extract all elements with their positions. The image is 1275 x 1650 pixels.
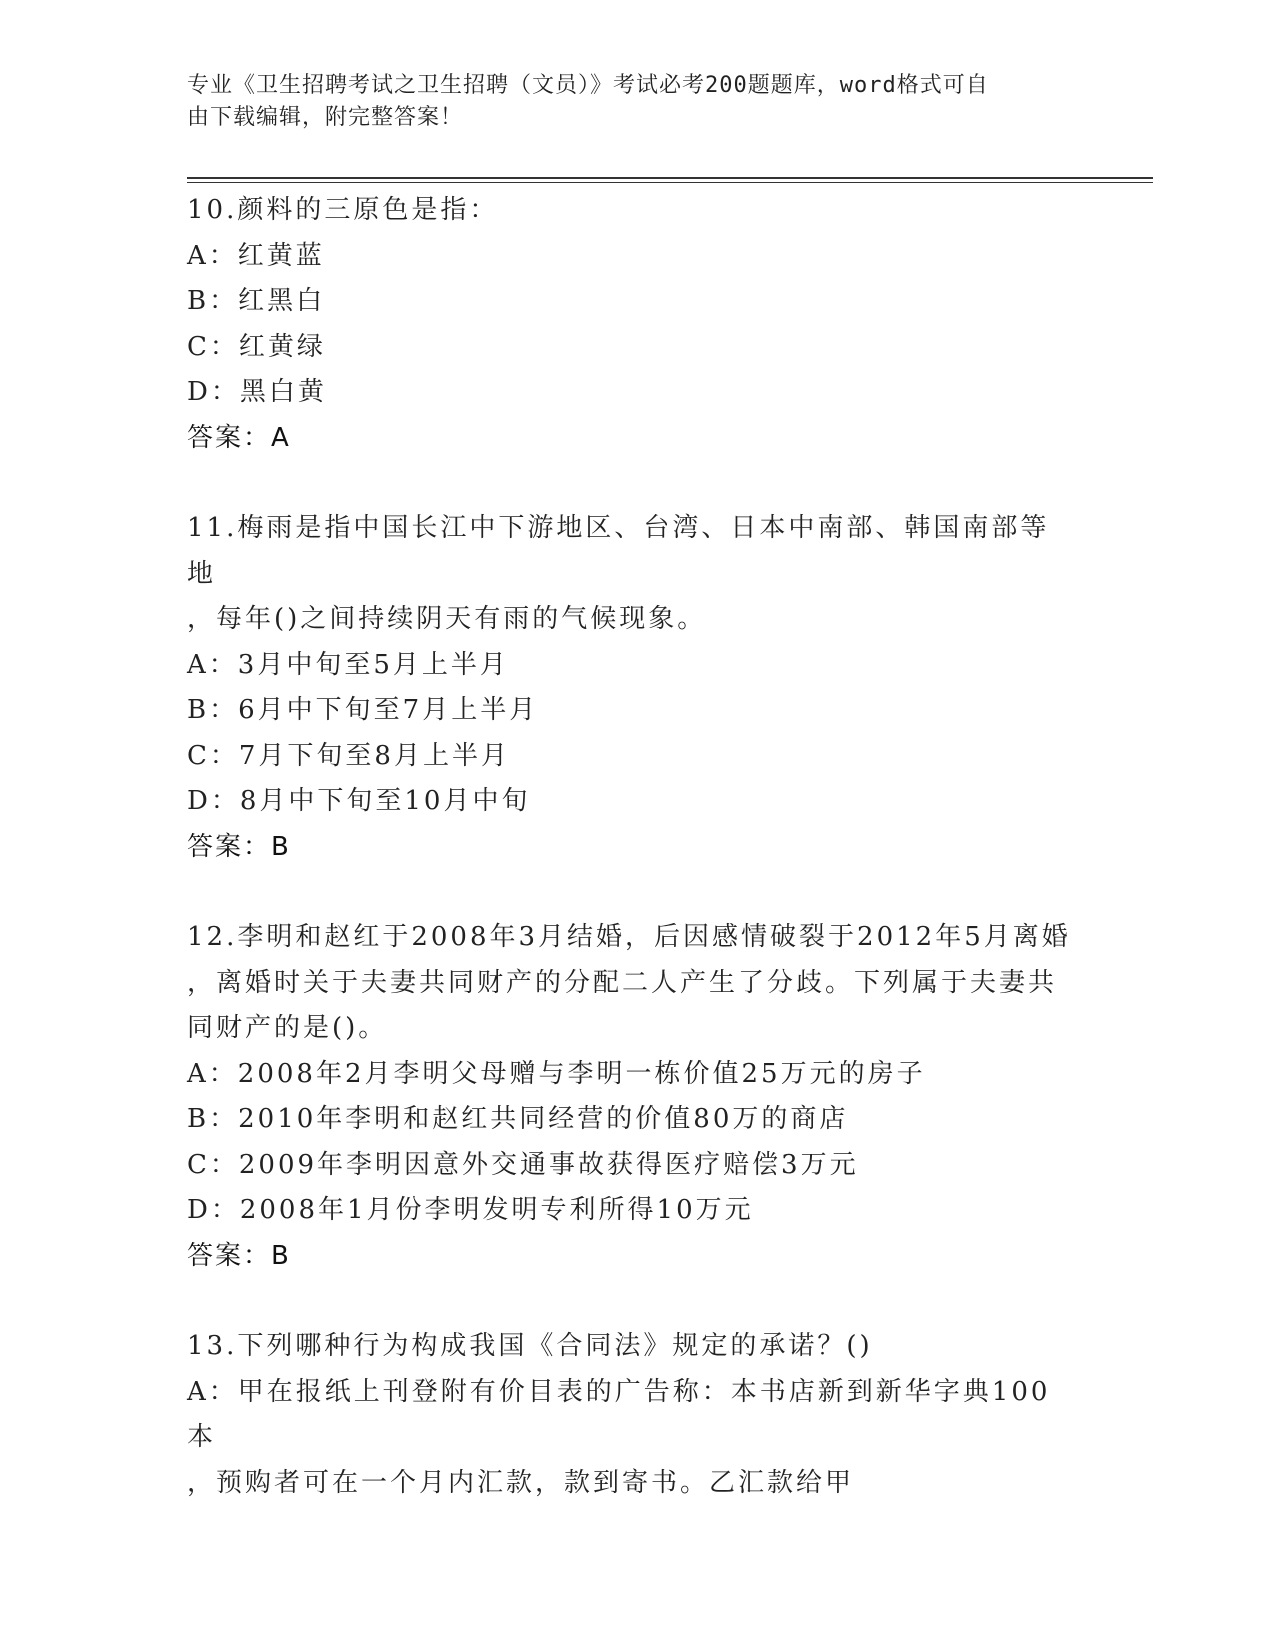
option-d: D：2008年1月份李明发明专利所得10万元 [187,1195,754,1225]
option-b: B：红黑白 [187,286,326,316]
question-stem-line-2: ，离婚时关于夫妻共同财产的分配二人产生了分歧。下列属于夫妻共 [187,967,1058,998]
header-line-1: 专业《卫生招聘考试之卫生招聘（文员）》考试必考200题题库，word格式可自 [187,73,989,98]
question-stem-line-2: ，每年()之间持续阴天有雨的气候现象。 [187,604,707,634]
option-b: B：2010年李明和赵红共同经营的价值80万的商店 [187,1104,849,1134]
question-10 [187,188,1077,461]
answer-line: 答案：B [187,1240,291,1271]
question-stem-line-1: 12.李明和赵红于2008年3月结婚，后因感情破裂于2012年5月离婚 [187,922,1071,952]
header-line-2: 由下载编辑，附完整答案！ [187,105,464,130]
question-stem: 10.颜料的三原色是指： [187,195,499,225]
option-c: C：红黄绿 [187,331,326,362]
option-d: D：黑白黄 [187,377,327,407]
option-a: A：2008年2月李明父母赠与李明一栋价值25万元的房子 [187,1058,926,1089]
option-d: D：8月中下旬至10月中旬 [187,786,531,816]
option-a-line-2: ，预购者可在一个月内汇款，款到寄书。乙汇款给甲 [187,1467,855,1498]
answer-line: 答案：B [187,831,291,862]
header-divider-thin [187,182,1153,183]
question-stem: 13.下列哪种行为构成我国《合同法》规定的承诺？() [187,1331,873,1361]
document-header [187,70,1057,134]
option-c: C：7月下旬至8月上半月 [187,740,510,771]
question-13 [187,1324,1077,1506]
question-stem-line-1: 11.梅雨是指中国长江中下游地区、台湾、日本中南部、韩国南部等地 [187,513,1050,589]
option-a: A：3月中旬至5月上半月 [187,649,509,680]
option-c: C：2009年李明因意外交通事故获得医疗赔偿3万元 [187,1149,859,1180]
question-stem-line-3: 同财产的是()。 [187,1013,388,1043]
header-divider-thick [187,177,1153,179]
option-a: A：红黄蓝 [187,240,325,271]
answer-line: 答案：A [187,422,291,453]
option-b: B：6月中下旬至7月上半月 [187,695,539,725]
question-12 [187,915,1077,1279]
question-11 [187,506,1077,870]
question-list [187,188,1077,1551]
option-a-line-1: A：甲在报纸上刊登附有价目表的广告称：本书店新到新华字典100本 [187,1376,1051,1452]
